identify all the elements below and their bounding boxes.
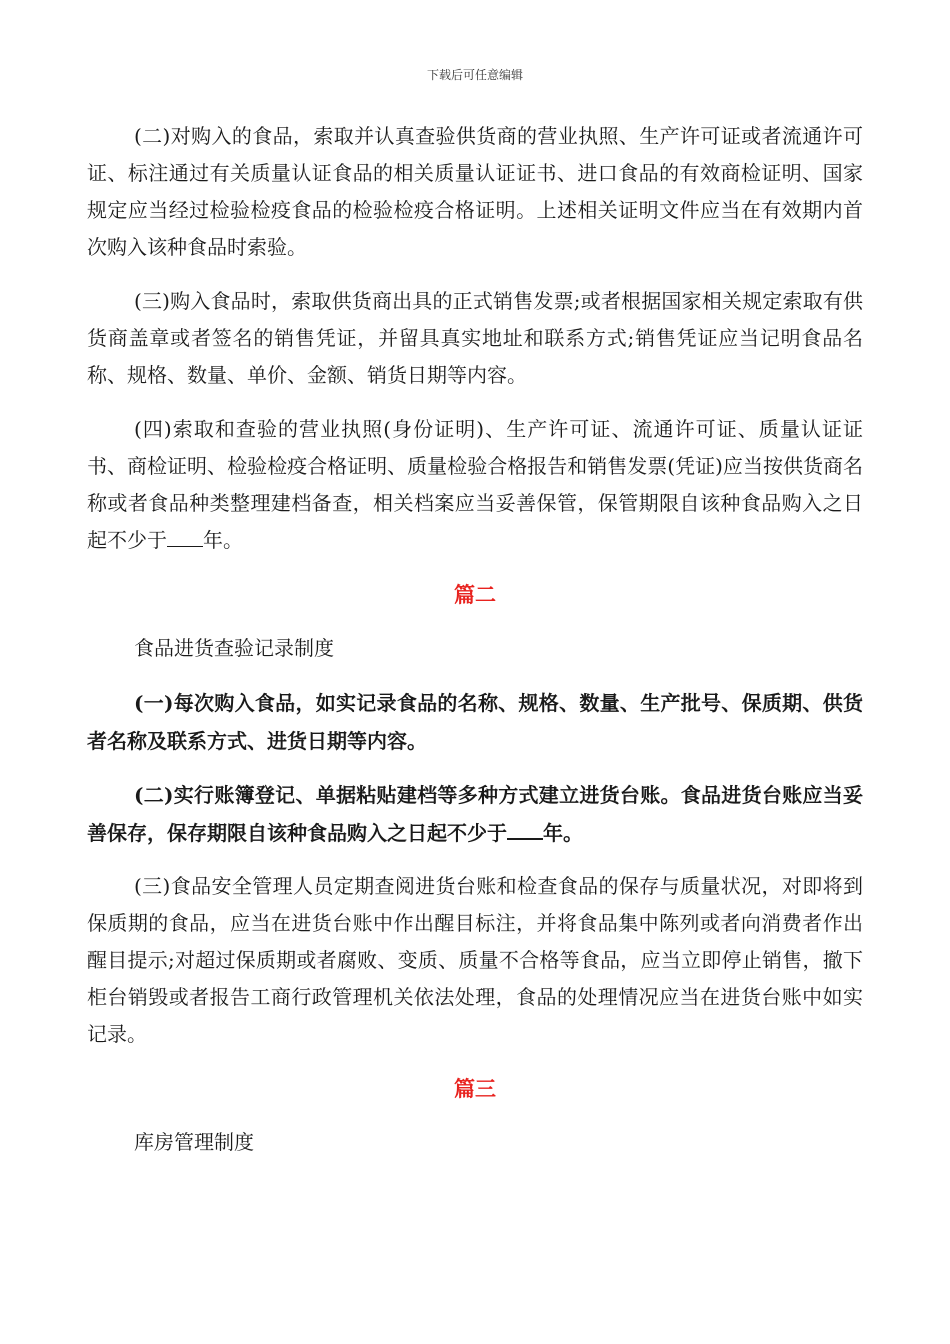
document-body [87, 118, 863, 1178]
paragraph-4-tail: 年。 [203, 528, 243, 552]
section-2-paragraph-1: (一)每次购入食品，如实记录食品的名称、规格、数量、生产批号、保质期、供货者名称及联系方式、进货日期等内容。 [87, 691, 863, 753]
paragraph-4-text: (四)索取和查验的营业执照(身份证明)、生产许可证、流通许可证、质量认证证书、商检证明、检验检疫合格证明、质量检验合格报告和销售发票(凭证)应当按供货商名称或者食品种类整理建档备查，相关档案应当妥善保管，保管期限自该种食品购入之日起不少于 [87, 417, 863, 552]
section-3-subtitle: 库房管理制度 [134, 1130, 254, 1154]
fill-in-blank [167, 528, 203, 547]
section-2-paragraph-3: (三)食品安全管理人员定期查阅进货台账和检查食品的保存与质量状况，对即将到保质期的食品，应当在进货台账中作出醒目标注，并将食品集中陈列或者向消费者作出醒目提示;对超过保质期或者腐败、变质、质量不合格等食品，应当立即停止销售，撤下柜台销毁或者报告工商行政管理机关依法处理，食品的处理情况应当在进货台账中如实记录。 [87, 874, 863, 1046]
paragraph-4 [87, 411, 863, 559]
paragraph-2: (二)对购入的食品，索取并认真查验供货商的营业执照、生产许可证或者流通许可证、标注通过有关质量认证食品的相关质量认证证书、进口食品的有效商检证明、国家规定应当经过检验检疫食品的检验检疫合格证明。上述相关证明文件应当在有效期内首次购入该种食品时索验。 [87, 124, 863, 259]
section-2-paragraph-2-tail: 年。 [543, 821, 583, 845]
section-2-paragraph-2-text: (二)实行账簿登记、单据粘贴建档等多种方式建立进货台账。食品进货台账应当妥善保存，保存期限自该种食品购入之日起不少于 [87, 783, 863, 845]
fill-in-blank [507, 820, 543, 840]
section-2-subtitle: 食品进货查验记录制度 [134, 636, 334, 660]
paragraph-3: (三)购入食品时，索取供货商出具的正式销售发票;或者根据国家相关规定索取有供货商盖章或者签名的销售凭证，并留具真实地址和联系方式;销售凭证应当记明食品名称、规格、数量、单价、金额、销货日期等内容。 [87, 289, 863, 387]
section-title-2: 篇二 [454, 582, 496, 607]
section-title-3: 篇三 [454, 1076, 496, 1101]
section-2-paragraph-2 [87, 776, 863, 852]
page-header: 下载后可任意编辑 [426, 68, 523, 82]
